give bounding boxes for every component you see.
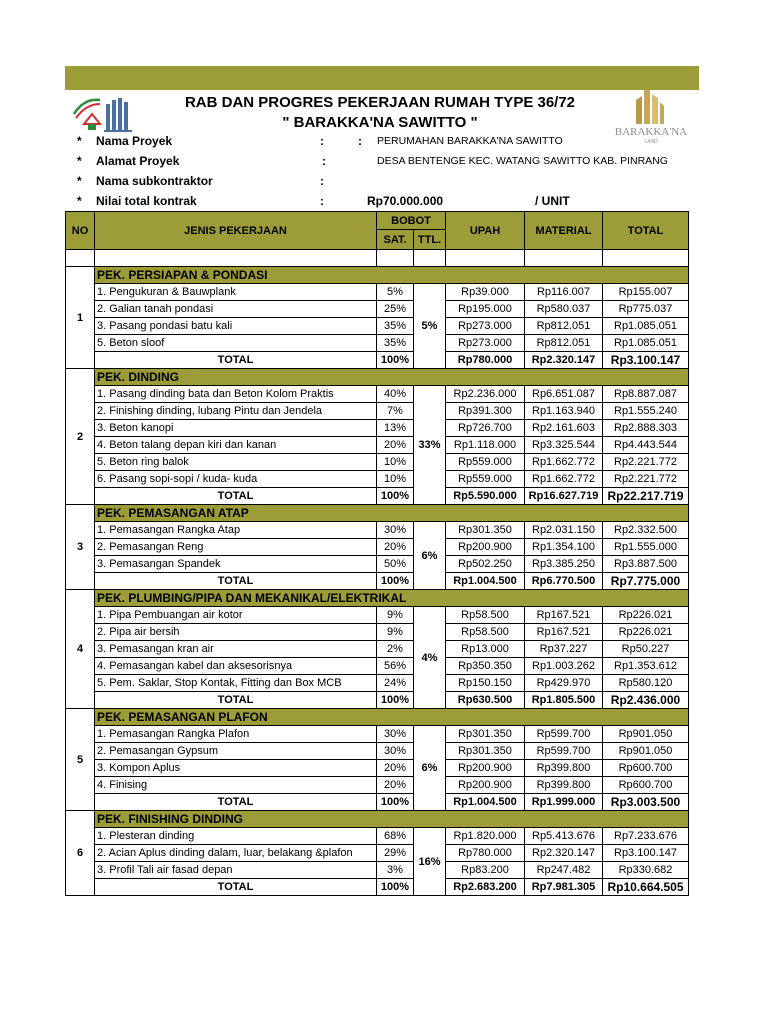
total-label: TOTAL — [95, 488, 377, 505]
table-row — [66, 658, 689, 675]
info-row-subkontraktor — [65, 172, 699, 190]
item-material: Rp429.970 — [525, 675, 603, 692]
total-upah: Rp5.590.000 — [446, 488, 525, 505]
item-upah: Rp502.250 — [446, 556, 525, 573]
item-bobot-sat: 56% — [377, 658, 414, 675]
item-total: Rp2.888.303 — [603, 420, 689, 437]
page-title: RAB DAN PROGRES PEKERJAAN RUMAH TYPE 36/72 — [184, 94, 576, 111]
section-bobot-ttl: 6% — [414, 726, 446, 811]
table-row — [66, 845, 689, 862]
item-name: 1. Pemasangan Rangka Plafon — [95, 726, 377, 743]
col-header-no: NO — [66, 212, 95, 250]
bullet-star: * — [77, 174, 82, 188]
item-material: Rp37.227 — [525, 641, 603, 658]
section-bobot-ttl: 16% — [414, 828, 446, 896]
total-grand: Rp2.436.000 — [603, 692, 689, 709]
section-number: 6 — [66, 811, 95, 896]
item-name: 3. Beton kanopi — [95, 420, 377, 437]
section-title: PEK. PEMASANGAN ATAP — [95, 505, 689, 522]
item-name: 3. Kompon Aplus — [95, 760, 377, 777]
section-bobot-ttl: 33% — [414, 386, 446, 505]
colon: : — [320, 194, 324, 208]
item-upah: Rp726.700 — [446, 420, 525, 437]
item-upah: Rp559.000 — [446, 454, 525, 471]
item-total: Rp1.085.051 — [603, 318, 689, 335]
section-header-row — [66, 369, 689, 386]
rab-table-body — [66, 250, 689, 896]
table-row — [66, 556, 689, 573]
section-title: PEK. PERSIAPAN & PONDASI — [95, 267, 689, 284]
table-row — [66, 318, 689, 335]
item-upah: Rp83.200 — [446, 862, 525, 879]
item-total: Rp330.682 — [603, 862, 689, 879]
total-material: Rp1.805.500 — [525, 692, 603, 709]
col-header-total: TOTAL — [603, 212, 689, 250]
total-upah: Rp2.683.200 — [446, 879, 525, 896]
alamat-value: DESA BENTENGE KEC. WATANG SAWITTO KAB. PINRANG — [377, 155, 668, 167]
item-total: Rp600.700 — [603, 777, 689, 794]
item-upah: Rp301.350 — [446, 726, 525, 743]
section-total-row — [66, 488, 689, 505]
item-upah: Rp200.900 — [446, 539, 525, 556]
item-material: Rp399.800 — [525, 760, 603, 777]
item-total: Rp3.887.500 — [603, 556, 689, 573]
total-material: Rp2.320.147 — [525, 352, 603, 369]
total-bobot-sat: 100% — [377, 352, 414, 369]
item-name: 1. Pemasangan Rangka Atap — [95, 522, 377, 539]
item-upah: Rp273.000 — [446, 335, 525, 352]
item-total: Rp1.555.240 — [603, 403, 689, 420]
item-name: 3. Pemasangan Spandek — [95, 556, 377, 573]
item-name: 2. Pemasangan Reng — [95, 539, 377, 556]
item-bobot-sat: 20% — [377, 777, 414, 794]
section-title: PEK. DINDING — [95, 369, 689, 386]
section-total-row — [66, 352, 689, 369]
section-number: 2 — [66, 369, 95, 505]
item-name: 2. Pipa air bersih — [95, 624, 377, 641]
item-bobot-sat: 24% — [377, 675, 414, 692]
total-grand: Rp3.100.147 — [603, 352, 689, 369]
colon: : — [322, 154, 326, 168]
total-upah: Rp780.000 — [446, 352, 525, 369]
item-upah: Rp150.150 — [446, 675, 525, 692]
table-row — [66, 726, 689, 743]
item-upah: Rp780.000 — [446, 845, 525, 862]
table-row — [66, 301, 689, 318]
item-upah: Rp13.000 — [446, 641, 525, 658]
table-row — [66, 675, 689, 692]
item-name: 2. Galian tanah pondasi — [95, 301, 377, 318]
item-name: 1. Pengukuran & Bauwplank — [95, 284, 377, 301]
table-row — [66, 624, 689, 641]
item-bobot-sat: 30% — [377, 743, 414, 760]
item-name: 3. Pemasangan kran air — [95, 641, 377, 658]
item-total: Rp1.353.612 — [603, 658, 689, 675]
total-upah: Rp1.004.500 — [446, 794, 525, 811]
item-bobot-sat: 50% — [377, 556, 414, 573]
table-row — [66, 335, 689, 352]
item-name: 5. Beton sloof — [95, 335, 377, 352]
item-bobot-sat: 3% — [377, 862, 414, 879]
item-name: 5. Beton ring balok — [95, 454, 377, 471]
item-name: 5. Pem. Saklar, Stop Kontak, Fitting dan Box MCB — [95, 675, 377, 692]
item-total: Rp3.100.147 — [603, 845, 689, 862]
table-row — [66, 284, 689, 301]
item-bobot-sat: 9% — [377, 624, 414, 641]
brand-text: BARAKKA'NA — [614, 126, 688, 138]
item-material: Rp599.700 — [525, 743, 603, 760]
item-total: Rp155.007 — [603, 284, 689, 301]
item-name: 1. Pasang dinding bata dan Beton Kolom Praktis — [95, 386, 377, 403]
total-grand: Rp3.003.500 — [603, 794, 689, 811]
item-bobot-sat: 40% — [377, 386, 414, 403]
total-material: Rp1.999.000 — [525, 794, 603, 811]
section-title: PEK. FINISHING DINDING — [95, 811, 689, 828]
item-name: 3. Pasang pondasi batu kali — [95, 318, 377, 335]
total-label: TOTAL — [95, 879, 377, 896]
nilai-kontrak-unit: / UNIT — [535, 194, 570, 208]
table-row — [66, 420, 689, 437]
item-upah: Rp58.500 — [446, 607, 525, 624]
section-bobot-ttl: 5% — [414, 284, 446, 369]
item-bobot-sat: 20% — [377, 539, 414, 556]
col-header-jenis: JENIS PEKERJAAN — [95, 212, 377, 250]
item-bobot-sat: 68% — [377, 828, 414, 845]
info-row-nama-proyek — [65, 132, 699, 150]
item-total: Rp226.021 — [603, 607, 689, 624]
section-header-row — [66, 811, 689, 828]
section-title: PEK. PEMASANGAN PLAFON — [95, 709, 689, 726]
item-total: Rp901.050 — [603, 726, 689, 743]
section-number: 1 — [66, 267, 95, 369]
item-material: Rp1.003.262 — [525, 658, 603, 675]
item-material: Rp5.413.676 — [525, 828, 603, 845]
item-upah: Rp39.000 — [446, 284, 525, 301]
item-total: Rp1.555.000 — [603, 539, 689, 556]
item-upah: Rp195.000 — [446, 301, 525, 318]
item-total: Rp2.221.772 — [603, 454, 689, 471]
item-name: 1. Pipa Pembuangan air kotor — [95, 607, 377, 624]
section-header-row — [66, 709, 689, 726]
section-header-row — [66, 590, 689, 607]
item-upah: Rp58.500 — [446, 624, 525, 641]
table-row — [66, 828, 689, 845]
table-row — [66, 760, 689, 777]
total-bobot-sat: 100% — [377, 794, 414, 811]
section-total-row — [66, 879, 689, 896]
item-bobot-sat: 9% — [377, 607, 414, 624]
item-material: Rp167.521 — [525, 624, 603, 641]
total-label: TOTAL — [95, 573, 377, 590]
company-logo-left — [70, 94, 146, 134]
nama-proyek-value: PERUMAHAN BARAKKA'NA SAWITTO — [377, 135, 563, 147]
section-total-row — [66, 573, 689, 590]
section-total-row — [66, 692, 689, 709]
item-name: 1. Plesteran dinding — [95, 828, 377, 845]
total-material: Rp7.981.305 — [525, 879, 603, 896]
item-material: Rp1.163.940 — [525, 403, 603, 420]
item-upah: Rp200.900 — [446, 777, 525, 794]
item-material: Rp167.521 — [525, 607, 603, 624]
item-total: Rp2.332.500 — [603, 522, 689, 539]
page-subtitle: " BARAKKA'NA SAWITTO " — [282, 114, 478, 131]
total-upah: Rp630.500 — [446, 692, 525, 709]
col-header-bobot: BOBOT — [377, 212, 446, 230]
total-bobot-sat: 100% — [377, 488, 414, 505]
item-bobot-sat: 5% — [377, 284, 414, 301]
item-material: Rp116.007 — [525, 284, 603, 301]
rab-table — [65, 211, 689, 896]
section-total-row — [66, 794, 689, 811]
item-total: Rp2.221.772 — [603, 471, 689, 488]
blank-row — [66, 250, 689, 267]
alamat-label: Alamat Proyek — [96, 154, 180, 168]
item-name: 3. Profil Tali air fasad depan — [95, 862, 377, 879]
item-name: 2. Pemasangan Gypsum — [95, 743, 377, 760]
item-total: Rp4.443.544 — [603, 437, 689, 454]
item-material: Rp1.662.772 — [525, 471, 603, 488]
total-grand: Rp22.217.719 — [603, 488, 689, 505]
section-number: 4 — [66, 590, 95, 709]
item-bobot-sat: 2% — [377, 641, 414, 658]
item-name: 2. Acian Aplus dinding dalam, luar, belakang &plafon — [95, 845, 377, 862]
nilai-kontrak-label: Nilai total kontrak — [96, 194, 197, 208]
item-total: Rp226.021 — [603, 624, 689, 641]
item-upah: Rp301.350 — [446, 743, 525, 760]
item-total: Rp901.050 — [603, 743, 689, 760]
item-upah: Rp391.300 — [446, 403, 525, 420]
item-bobot-sat: 10% — [377, 471, 414, 488]
total-bobot-sat: 100% — [377, 573, 414, 590]
section-bobot-ttl: 4% — [414, 607, 446, 709]
info-row-alamat — [65, 152, 699, 170]
total-grand: Rp10.664.505 — [603, 879, 689, 896]
total-grand: Rp7.775.000 — [603, 573, 689, 590]
item-material: Rp2.161.603 — [525, 420, 603, 437]
item-name: 6. Pasang sopi-sopi / kuda- kuda — [95, 471, 377, 488]
section-title: PEK. PLUMBING/PIPA DAN MEKANIKAL/ELEKTRIKAL — [95, 590, 689, 607]
bullet-star: * — [77, 134, 82, 148]
nama-proyek-label: Nama Proyek — [96, 134, 173, 148]
total-material: Rp16.627.719 — [525, 488, 603, 505]
bullet-star: * — [77, 154, 82, 168]
table-row — [66, 403, 689, 420]
table-row — [66, 862, 689, 879]
item-total: Rp580.120 — [603, 675, 689, 692]
nilai-kontrak-value: Rp70.000.000 — [367, 194, 444, 208]
item-total: Rp50.227 — [603, 641, 689, 658]
table-row — [66, 777, 689, 794]
bullet-star: * — [77, 194, 82, 208]
section-header-row — [66, 505, 689, 522]
item-upah: Rp350.350 — [446, 658, 525, 675]
item-upah: Rp2.236.000 — [446, 386, 525, 403]
header-accent-bar — [65, 66, 699, 90]
col-header-upah: UPAH — [446, 212, 525, 250]
item-upah: Rp301.350 — [446, 522, 525, 539]
total-material: Rp6.770.500 — [525, 573, 603, 590]
section-number: 3 — [66, 505, 95, 590]
item-bobot-sat: 35% — [377, 335, 414, 352]
item-bobot-sat: 25% — [377, 301, 414, 318]
info-row-nilai-kontrak — [65, 192, 699, 210]
item-bobot-sat: 20% — [377, 760, 414, 777]
section-bobot-ttl: 6% — [414, 522, 446, 590]
item-material: Rp2.320.147 — [525, 845, 603, 862]
item-upah: Rp559.000 — [446, 471, 525, 488]
item-material: Rp580.037 — [525, 301, 603, 318]
total-upah: Rp1.004.500 — [446, 573, 525, 590]
table-row — [66, 539, 689, 556]
item-material: Rp2.031.150 — [525, 522, 603, 539]
item-total: Rp1.085.051 — [603, 335, 689, 352]
table-row — [66, 522, 689, 539]
item-bobot-sat: 35% — [377, 318, 414, 335]
item-material: Rp1.662.772 — [525, 454, 603, 471]
item-name: 4. Pemasangan kabel dan aksesorisnya — [95, 658, 377, 675]
table-row — [66, 607, 689, 624]
table-row — [66, 386, 689, 403]
item-total: Rp775.037 — [603, 301, 689, 318]
item-material: Rp247.482 — [525, 862, 603, 879]
item-material: Rp812.051 — [525, 335, 603, 352]
col-header-sat: SAT. — [377, 230, 414, 250]
section-header-row — [66, 267, 689, 284]
col-header-ttl: TTL. — [414, 230, 446, 250]
item-material: Rp6.651.087 — [525, 386, 603, 403]
item-name: 4. Finising — [95, 777, 377, 794]
total-bobot-sat: 100% — [377, 692, 414, 709]
item-upah: Rp1.820.000 — [446, 828, 525, 845]
table-row — [66, 743, 689, 760]
item-name: 4. Beton talang depan kiri dan kanan — [95, 437, 377, 454]
total-label: TOTAL — [95, 794, 377, 811]
item-bobot-sat: 20% — [377, 437, 414, 454]
subkontraktor-label: Nama subkontraktor — [96, 174, 213, 188]
colon: : — [358, 134, 362, 148]
brand-sub-text: LAND — [644, 139, 658, 144]
item-bobot-sat: 29% — [377, 845, 414, 862]
table-row — [66, 437, 689, 454]
item-material: Rp812.051 — [525, 318, 603, 335]
table-row — [66, 454, 689, 471]
col-header-material: MATERIAL — [525, 212, 603, 250]
item-total: Rp8.887.087 — [603, 386, 689, 403]
item-material: Rp1.354.100 — [525, 539, 603, 556]
item-total: Rp7.233.676 — [603, 828, 689, 845]
item-bobot-sat: 13% — [377, 420, 414, 437]
item-material: Rp599.700 — [525, 726, 603, 743]
item-bobot-sat: 30% — [377, 522, 414, 539]
item-upah: Rp200.900 — [446, 760, 525, 777]
item-material: Rp3.385.250 — [525, 556, 603, 573]
section-number: 5 — [66, 709, 95, 811]
colon: : — [320, 134, 324, 148]
total-label: TOTAL — [95, 692, 377, 709]
item-material: Rp3.325.544 — [525, 437, 603, 454]
table-row — [66, 641, 689, 658]
item-bobot-sat: 10% — [377, 454, 414, 471]
total-label: TOTAL — [95, 352, 377, 369]
item-name: 2. Finishing dinding, lubang Pintu dan Jendela — [95, 403, 377, 420]
item-bobot-sat: 30% — [377, 726, 414, 743]
item-bobot-sat: 7% — [377, 403, 414, 420]
total-bobot-sat: 100% — [377, 879, 414, 896]
item-upah: Rp273.000 — [446, 318, 525, 335]
item-material: Rp399.800 — [525, 777, 603, 794]
item-total: Rp600.700 — [603, 760, 689, 777]
item-upah: Rp1.118.000 — [446, 437, 525, 454]
colon: : — [320, 174, 324, 188]
table-row — [66, 471, 689, 488]
